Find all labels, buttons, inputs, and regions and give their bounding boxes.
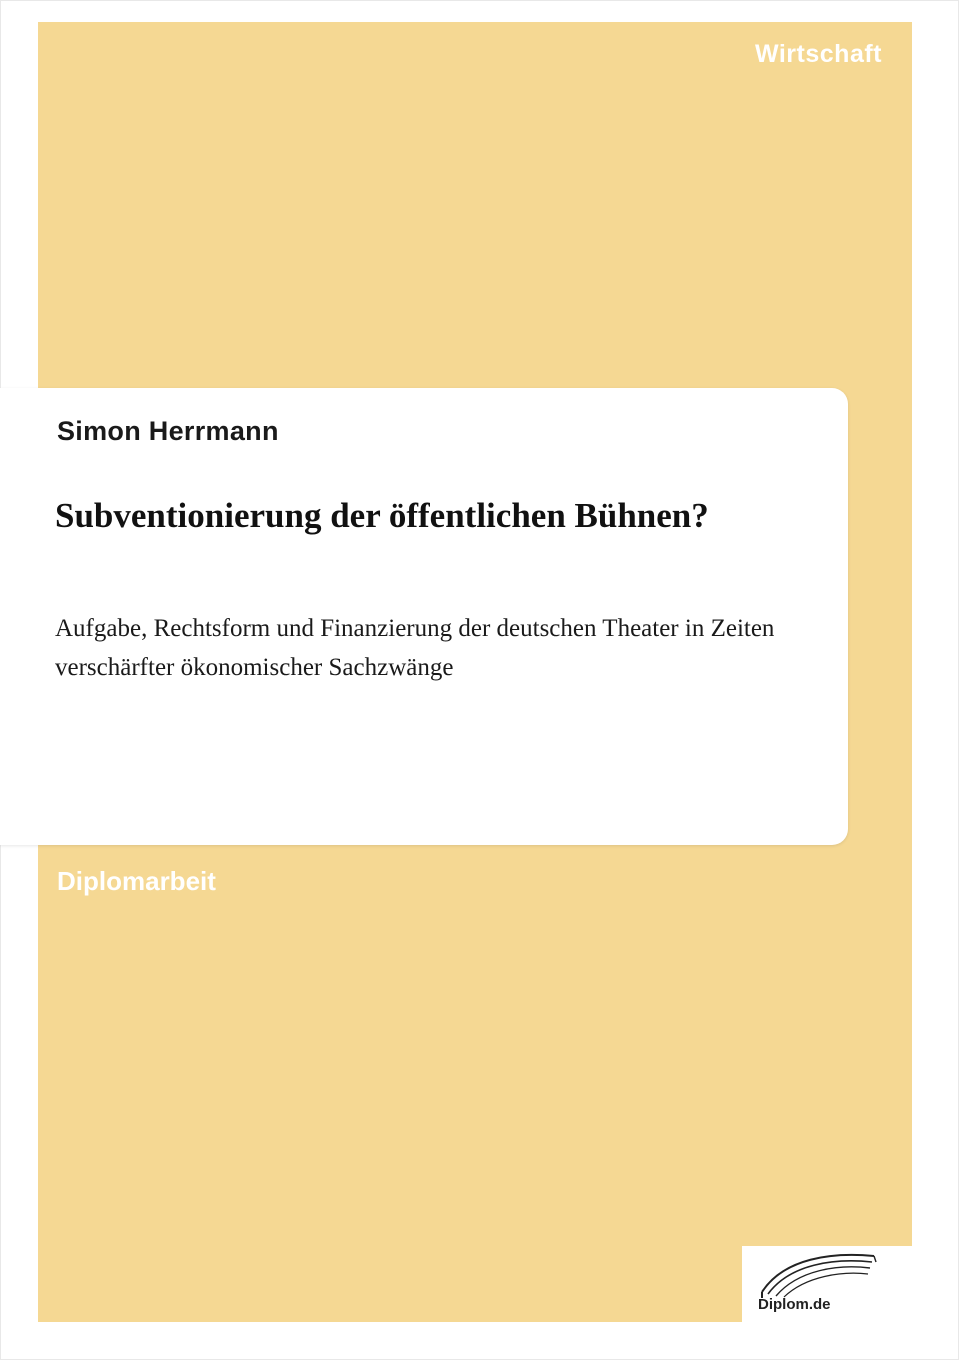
diplom-swoosh-icon	[754, 1252, 904, 1300]
page-subtitle: Aufgabe, Rechtsform und Finanzierung der deutschen Theater in Zeiten verschärfter ökonomischer Sachzwänge	[55, 615, 775, 681]
publisher-logo	[742, 1246, 912, 1322]
document-type-label: Diplomarbeit	[57, 866, 216, 896]
category-tab	[608, 22, 912, 86]
title-card	[0, 388, 848, 845]
page-title: Subventionierung der öffentlichen Bühnen?	[55, 496, 709, 535]
author-name: Simon Herrmann	[57, 416, 279, 446]
publisher-name: Diplom.de	[758, 1296, 831, 1313]
category-label: Wirtschaft	[754, 39, 882, 68]
